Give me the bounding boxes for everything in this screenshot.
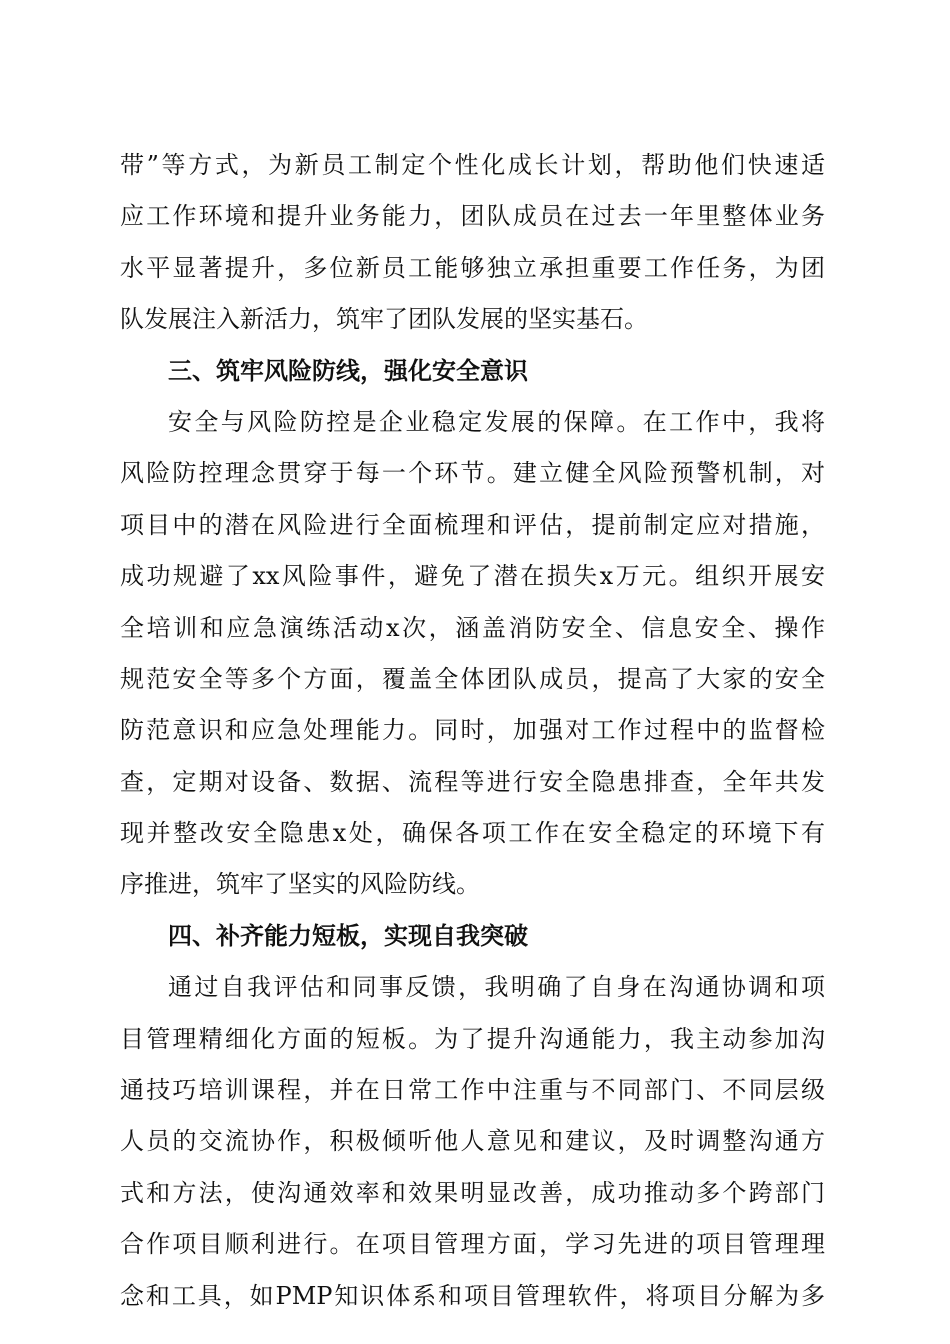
body-line: 查，定期对设备、数据、流程等进行安全隐患排查，全年共发	[120, 767, 825, 796]
body-line: 通技巧培训课程，并在日常工作中注重与不同部门、不同层级	[120, 1076, 825, 1105]
section-heading: 三、筑牢风险防线，强化安全意识	[168, 356, 528, 385]
body-line: 项目中的潜在风险进行全面梳理和评估，提前制定应对措施，	[120, 510, 825, 539]
body-line: 念和工具，如PMP知识体系和项目管理软件，将项目分解为多	[120, 1281, 825, 1310]
body-line: 水平显著提升，多位新员工能够独立承担重要工作任务，为团	[120, 253, 825, 282]
document-body	[120, 140, 825, 1322]
body-line: 应工作环境和提升业务能力，团队成员在过去一年里整体业务	[120, 202, 825, 231]
section-heading: 四、补齐能力短板，实现自我突破	[168, 921, 528, 950]
body-line: 序推进，筑牢了坚实的风险防线。	[120, 870, 480, 899]
body-line: 风险防控理念贯穿于每一个环节。建立健全风险预警机制，对	[120, 459, 825, 488]
body-line: 带”等方式，为新员工制定个性化成长计划，帮助他们快速适	[120, 151, 825, 179]
body-line: 目管理精细化方面的短板。为了提升沟通能力，我主动参加沟	[120, 1024, 825, 1053]
body-line: 防范意识和应急处理能力。同时，加强对工作过程中的监督检	[120, 716, 825, 745]
body-line: 规范安全等多个方面，覆盖全体团队成员，提高了大家的安全	[120, 664, 825, 693]
body-line: 队发展注入新活力，筑牢了团队发展的坚实基石。	[120, 305, 648, 334]
body-line: 全培训和应急演练活动x次，涵盖消防安全、信息安全、操作	[120, 613, 825, 642]
body-line: 人员的交流协作，积极倾听他人意见和建议，及时调整沟通方	[120, 1127, 825, 1156]
body-line: 成功规避了xx风险事件，避免了潜在损失x万元。组织开展安	[120, 562, 825, 591]
body-line: 式和方法，使沟通效率和效果明显改善，成功推动多个跨部门	[120, 1178, 825, 1207]
body-line: 合作项目顺利进行。在项目管理方面，学习先进的项目管理理	[120, 1230, 825, 1259]
body-line: 安全与风险防控是企业稳定发展的保障。在工作中，我将	[168, 407, 825, 436]
body-line: 现并整改安全隐患x处，确保各项工作在安全稳定的环境下有	[120, 819, 825, 848]
body-line: 通过自我评估和同事反馈，我明确了自身在沟通协调和项	[168, 973, 825, 1002]
